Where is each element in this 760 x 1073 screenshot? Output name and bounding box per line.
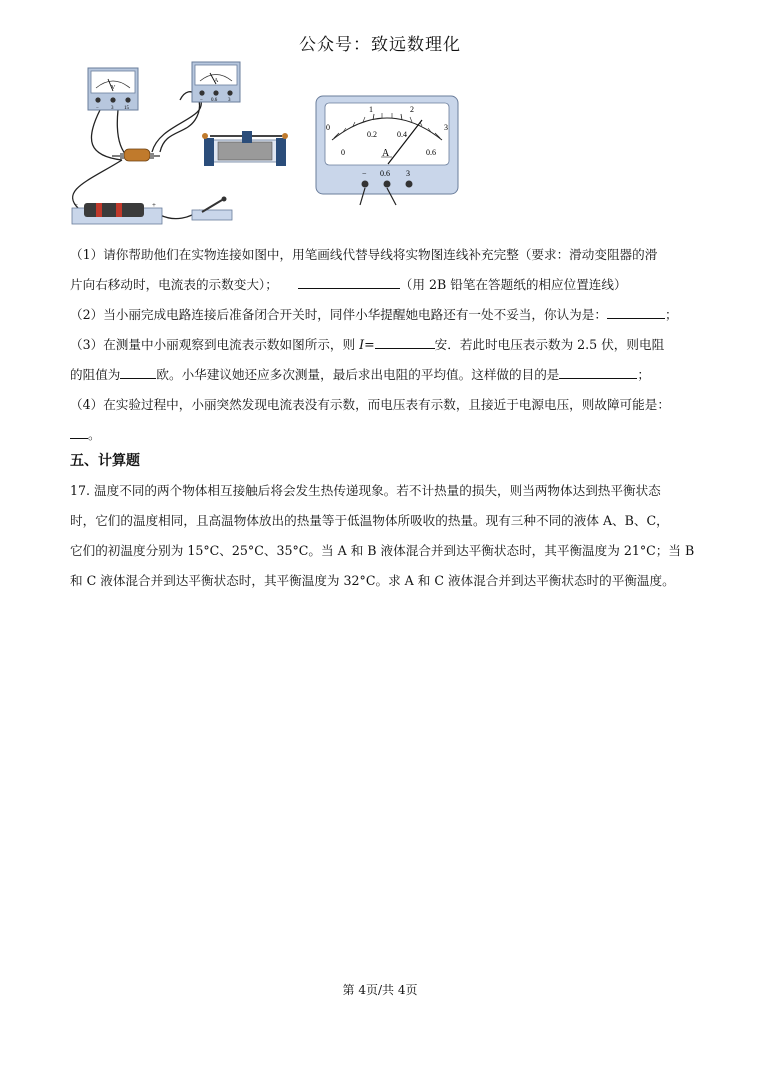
dial-upper-2: 2: [410, 105, 414, 114]
question-1-text-b: （用 2B 铅笔在答题纸的相应位置连线）: [399, 277, 627, 292]
voltmeter: [88, 68, 138, 111]
ammeter-terminal-06: 0.6: [211, 98, 218, 103]
problem-17-line-3: 它们的初温度分别为 15°C、25°C、35°C。当 A 和 B 液体混合并到达平衡状态时，其平衡温度为 21°C；当 B: [70, 543, 695, 558]
switch: [192, 197, 232, 221]
question-1-text-a: 片向右移动时，电流表的示数变大）；: [70, 277, 278, 292]
rheostat: [202, 131, 288, 166]
answer-blank-q1[interactable]: [298, 274, 400, 289]
ammeter-symbol: A: [214, 78, 219, 84]
question-2-line: [70, 300, 695, 330]
dial-lower-02: 0.2: [367, 130, 377, 139]
ammeter-terminal-3: 3: [228, 98, 231, 103]
answer-blank-q3-resistance[interactable]: [120, 364, 156, 379]
page-footer: 第 4页/共 4页: [342, 983, 418, 997]
dial-terminal-minus: −: [362, 169, 367, 178]
voltmeter-terminal-minus: −: [96, 106, 99, 111]
problem-17-line-1: 17. 温度不同的两个物体相互接触后将会发生热传递现象。若不计热量的损失，则当两物体达到热平衡状态: [70, 483, 661, 498]
battery-minus-label: −: [74, 201, 78, 209]
circuit-figure: [60, 60, 480, 230]
page-header: 公众号：致远数理化: [299, 35, 461, 55]
dial-upper-0: 0: [326, 123, 330, 132]
dial-lower-0: 0: [341, 148, 345, 157]
dial-unit: A: [382, 148, 390, 159]
ammeter-terminal-minus: −: [200, 98, 203, 103]
question-3-eq: =: [364, 337, 375, 352]
problem-17: [70, 476, 695, 596]
ammeter: [192, 62, 240, 103]
voltmeter-terminal-3: 3: [111, 106, 114, 111]
answer-blank-q2[interactable]: [607, 304, 665, 319]
question-3-text-d: 欧。小华建议她还应多次测量，最后求出电阻的平均值。这样做的目的是: [156, 367, 560, 382]
dial-lower-04: 0.4: [397, 130, 407, 139]
question-3-text-a: （3）在测量中小丽观察到电流表示数如图所示，则: [70, 337, 356, 352]
problem-17-line-2: 时，它们的温度相同，且高温物体放出的热量等于低温物体所吸收的热量。现有三种不同的液体 A、B、C，: [70, 513, 669, 528]
question-3-end: ；: [637, 367, 650, 382]
wire-ammeter-resistor: [152, 98, 201, 152]
question-3-var: I: [359, 337, 365, 352]
dial-upper-3: 3: [444, 123, 448, 132]
battery: [72, 201, 162, 224]
question-4-line-1: （4）在实验过程中，小丽突然发现电流表没有示数，而电压表有示数，且接近于电源电压，则故障可能是：: [70, 397, 670, 412]
dial-terminal-3: 3: [406, 169, 410, 178]
question-3-line-2: [70, 360, 695, 390]
ammeter-dial: [316, 96, 458, 205]
questions-block: [70, 240, 695, 450]
question-3-text-b: 安．若此时电压表示数为 2.5 伏，则电阻: [434, 337, 665, 352]
voltmeter-terminal-15: 15: [124, 106, 129, 111]
dial-lower-06: 0.6: [426, 148, 436, 157]
question-4-end: 。: [88, 427, 101, 442]
voltmeter-symbol: V: [111, 85, 116, 91]
answer-blank-q3-current[interactable]: [375, 334, 435, 349]
battery-plus-label: +: [152, 201, 156, 209]
question-1-line-2: [70, 270, 695, 300]
section-title: 五、计算题: [70, 453, 140, 469]
dial-terminal-06: 0.6: [380, 169, 390, 178]
question-3-line-1: [70, 330, 695, 360]
answer-blank-q4[interactable]: [70, 424, 88, 439]
dial-upper-1: 1: [369, 105, 373, 114]
wire-battery-minus: [73, 160, 122, 208]
question-2-end: ；: [664, 307, 678, 322]
circuit-diagram: [60, 60, 480, 230]
question-2-text: （2）当小丽完成电路连接后准备闭合开关时，同伴小华提醒她电路还有一处不妥当，你认为是：: [70, 307, 607, 322]
problem-17-line-4: 和 C 液体混合并到达平衡状态时，其平衡温度为 32°C。求 A 和 C 液体混合并到达平衡状态时的平衡温度。: [70, 573, 675, 588]
question-3-text-c: 的阻值为: [70, 367, 121, 382]
question-1-line-1: （1）请你帮助他们在实物连接如图中，用笔画线代替导线将实物图连线补充完整（要求：滑动变阻器的滑: [70, 247, 658, 262]
answer-blank-q3-purpose[interactable]: [559, 364, 637, 379]
